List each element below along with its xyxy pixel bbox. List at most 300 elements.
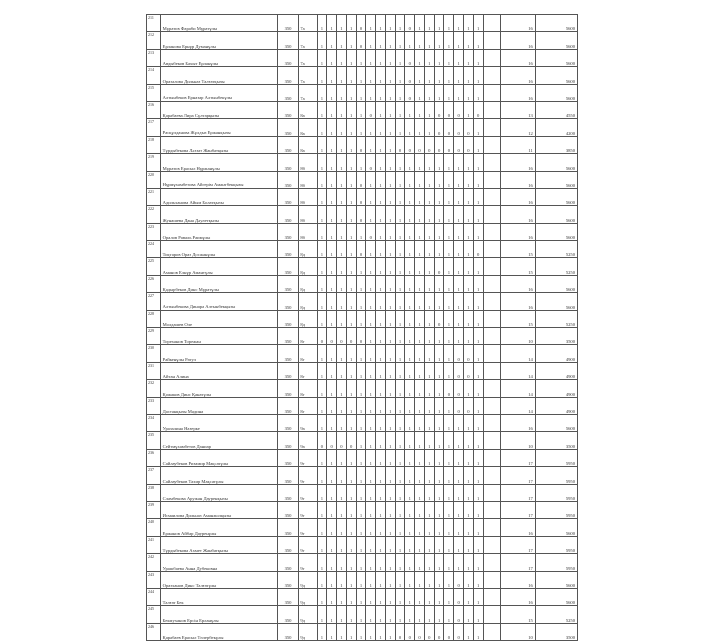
fee-cell: 350 [277,536,299,553]
attendance-mark-cell: 1 [376,501,386,518]
attendance-mark-cell: 0 [405,623,415,640]
attendance-mark-cell: 0 [337,432,347,449]
attendance-mark-cell: 1 [346,49,356,66]
student-name-cell: Тұрдыбекова Ахмет Жанбатқызы [160,536,277,553]
attendance-mark-cell: 1 [317,519,327,536]
attendance-mark-cell: 1 [444,206,454,223]
attendance-mark-cell: 1 [327,554,337,571]
attendance-mark-cell: 1 [464,84,474,101]
attendance-mark-cell: 1 [376,397,386,414]
attendance-mark-cell: 1 [385,606,395,623]
attendance-mark-cell: 1 [317,171,327,188]
attendance-mark-cell: 1 [337,67,347,84]
student-name-cell: Мұратов Ерасыл Нұржанұлы [160,154,277,171]
attendance-mark-cell: 1 [405,101,415,118]
attendance-mark-cell: 1 [366,67,376,84]
attendance-mark-cell: 1 [385,328,395,345]
amount-cell: 5250 [535,606,577,623]
total-days-cell: 16 [500,171,535,188]
attendance-mark-cell: 1 [424,501,434,518]
table-row [147,15,578,32]
row-number-cell: 246 [147,623,161,640]
row-number-cell: 232 [147,380,161,397]
attendance-mark-cell: 1 [444,536,454,553]
attendance-mark-cell: 1 [366,571,376,588]
attendance-mark-cell: 1 [415,380,425,397]
attendance-mark-cell: 1 [327,362,337,379]
attendance-mark-cell: 1 [376,571,386,588]
attendance-mark-cell: 1 [434,275,444,292]
attendance-mark-cell: 1 [346,501,356,518]
attendance-mark-cell: 1 [434,536,444,553]
attendance-mark-cell: 1 [385,484,395,501]
attendance-mark-cell: 0 [356,136,366,153]
attendance-mark-cell: 1 [385,519,395,536]
attendance-mark-cell: 1 [424,362,434,379]
attendance-mark-cell: 0 [464,345,474,362]
attendance-mark-cell: 1 [346,362,356,379]
attendance-mark-cell: 1 [473,15,483,32]
fee-cell: 350 [277,623,299,640]
attendance-mark-cell: 1 [424,188,434,205]
attendance-mark-cell: 1 [434,501,444,518]
attendance-mark-cell: 1 [395,484,405,501]
attendance-mark-cell: 1 [424,571,434,588]
attendance-mark-cell: 1 [385,414,395,431]
student-name-cell: Авдыбеков Бахыт Ерланұлы [160,49,277,66]
attendance-mark-cell: 1 [454,414,464,431]
attendance-mark-cell: 1 [385,206,395,223]
attendance-mark-cell: 0 [454,606,464,623]
table-row [147,362,578,379]
fee-cell: 350 [277,171,299,188]
blank-cell [483,397,500,414]
attendance-mark-cell: 1 [385,623,395,640]
attendance-mark-cell: 1 [327,501,337,518]
attendance-mark-cell: 1 [405,571,415,588]
attendance-mark-cell: 1 [464,328,474,345]
row-number-cell: 224 [147,241,161,258]
attendance-mark-cell: 1 [337,188,347,205]
table-row [147,258,578,275]
attendance-mark-cell: 0 [454,380,464,397]
blank-cell [483,154,500,171]
attendance-mark-cell: 1 [454,275,464,292]
attendance-mark-cell: 1 [415,328,425,345]
attendance-mark-cell: 1 [405,536,415,553]
attendance-mark-cell: 1 [317,380,327,397]
table-row [147,536,578,553]
attendance-mark-cell: 1 [473,467,483,484]
attendance-mark-cell: 1 [317,536,327,553]
attendance-mark-cell: 1 [346,119,356,136]
row-number-cell: 235 [147,432,161,449]
attendance-mark-cell: 1 [385,449,395,466]
amount-cell: 3500 [535,432,577,449]
table-row [147,171,578,188]
attendance-mark-cell: 1 [337,84,347,101]
class-cell: 7а [299,84,317,101]
amount-cell: 5600 [535,188,577,205]
attendance-mark-cell: 1 [395,67,405,84]
attendance-mark-cell: 1 [424,484,434,501]
fee-cell: 350 [277,432,299,449]
attendance-mark-cell: 1 [424,223,434,240]
attendance-mark-cell: 1 [473,171,483,188]
attendance-mark-cell: 1 [434,84,444,101]
attendance-mark-cell: 1 [356,119,366,136]
row-number-cell: 218 [147,136,161,153]
student-name-cell: Молдашев Оле [160,310,277,327]
attendance-mark-cell: 1 [473,67,483,84]
total-days-cell: 14 [500,345,535,362]
attendance-mark-cell: 1 [327,223,337,240]
table-row [147,136,578,153]
blank-cell [483,101,500,118]
attendance-mark-cell: 1 [317,606,327,623]
attendance-mark-cell: 1 [356,571,366,588]
attendance-mark-cell: 1 [424,432,434,449]
row-number-cell: 241 [147,536,161,553]
attendance-mark-cell: 1 [356,519,366,536]
attendance-mark-cell: 0 [356,206,366,223]
attendance-mark-cell: 1 [405,467,415,484]
attendance-mark-cell: 1 [473,328,483,345]
student-name-cell: Нұрмұхамбетова Айгерім Амантбекқызы [160,171,277,188]
attendance-mark-cell: 1 [346,15,356,32]
attendance-mark-cell: 1 [317,15,327,32]
student-name-cell: Айтан Алина [160,362,277,379]
attendance-mark-cell: 1 [464,554,474,571]
attendance-mark-cell: 1 [473,136,483,153]
table-row [147,414,578,431]
attendance-mark-cell: 1 [464,32,474,49]
attendance-mark-cell: 1 [415,606,425,623]
amount-cell: 5600 [535,414,577,431]
blank-cell [483,554,500,571]
class-cell: 8д [299,275,317,292]
attendance-mark-cell: 1 [434,432,444,449]
attendance-mark-cell: 1 [376,32,386,49]
attendance-mark-cell: 1 [454,258,464,275]
class-cell: 8г [299,362,317,379]
attendance-mark-cell: 1 [346,84,356,101]
blank-cell [483,223,500,240]
attendance-mark-cell: 1 [405,588,415,605]
attendance-mark-cell: 1 [376,15,386,32]
fee-cell: 350 [277,136,299,153]
attendance-mark-cell: 1 [424,32,434,49]
attendance-mark-cell: 0 [434,623,444,640]
attendance-mark-cell: 1 [376,484,386,501]
student-name-cell: Сейтмұхамбетов Даниар [160,432,277,449]
attendance-mark-cell: 1 [454,328,464,345]
attendance-mark-cell: 1 [454,484,464,501]
total-days-cell: 16 [500,571,535,588]
student-name-cell: Сламбекова Аружан Дауренқызы [160,484,277,501]
attendance-mark-cell: 1 [434,188,444,205]
attendance-mark-cell: 1 [434,206,444,223]
blank-cell [483,345,500,362]
attendance-mark-cell: 1 [424,380,434,397]
attendance-mark-cell: 1 [337,101,347,118]
attendance-mark-cell: 1 [395,467,405,484]
row-number-cell: 228 [147,310,161,327]
student-name-cell: Бекмуханов Ерсін Ерланұлы [160,606,277,623]
attendance-mark-cell: 1 [317,188,327,205]
attendance-mark-cell: 0 [366,101,376,118]
attendance-mark-cell: 1 [424,554,434,571]
attendance-mark-cell: 1 [444,223,454,240]
attendance-mark-cell: 1 [337,397,347,414]
attendance-mark-cell: 1 [376,188,386,205]
attendance-mark-cell: 1 [317,67,327,84]
attendance-mark-cell: 1 [444,188,454,205]
attendance-mark-cell: 1 [464,571,474,588]
attendance-mark-cell: 1 [327,101,337,118]
attendance-mark-cell: 1 [337,241,347,258]
attendance-mark-cell: 1 [385,310,395,327]
attendance-mark-cell: 1 [415,275,425,292]
attendance-mark-cell: 1 [415,101,425,118]
row-number-cell: 236 [147,449,161,466]
attendance-mark-cell: 1 [444,275,454,292]
class-cell: 9г [299,467,317,484]
attendance-mark-cell: 1 [385,101,395,118]
attendance-mark-cell: 1 [356,275,366,292]
total-days-cell: 16 [500,206,535,223]
attendance-mark-cell: 1 [337,136,347,153]
attendance-mark-cell: 1 [473,84,483,101]
attendance-mark-cell: 1 [415,519,425,536]
attendance-mark-cell: 1 [405,154,415,171]
attendance-mark-cell: 1 [415,588,425,605]
attendance-mark-cell: 1 [327,380,337,397]
attendance-mark-cell: 1 [385,571,395,588]
attendance-mark-cell: 1 [346,380,356,397]
attendance-mark-cell: 1 [337,32,347,49]
amount-cell: 4900 [535,345,577,362]
attendance-mark-cell: 1 [327,310,337,327]
fee-cell: 350 [277,67,299,84]
attendance-mark-cell: 1 [424,588,434,605]
blank-cell [483,84,500,101]
attendance-mark-cell: 0 [434,119,444,136]
attendance-mark-cell: 1 [385,293,395,310]
attendance-mark-cell: 1 [415,84,425,101]
attendance-mark-cell: 1 [337,380,347,397]
attendance-mark-cell: 1 [444,449,454,466]
attendance-mark-cell: 1 [327,32,337,49]
blank-cell [483,206,500,223]
attendance-mark-cell: 1 [415,310,425,327]
row-number-cell: 225 [147,258,161,275]
attendance-mark-cell: 1 [444,154,454,171]
attendance-mark-cell: 1 [327,258,337,275]
table-row [147,484,578,501]
attendance-mark-cell: 1 [405,501,415,518]
attendance-mark-cell: 1 [415,362,425,379]
blank-cell [483,328,500,345]
fee-cell: 350 [277,554,299,571]
student-name-cell: Қарабаев Ерасыл Төлербекұлы [160,623,277,640]
attendance-mark-cell: 1 [454,536,464,553]
attendance-mark-cell: 0 [327,328,337,345]
attendance-mark-cell: 1 [317,501,327,518]
attendance-mark-cell: 1 [405,414,415,431]
attendance-mark-cell: 1 [464,623,474,640]
blank-cell [483,414,500,431]
total-days-cell: 16 [500,67,535,84]
attendance-mark-cell: 1 [346,136,356,153]
attendance-mark-cell: 1 [317,310,327,327]
attendance-mark-cell: 1 [444,362,454,379]
total-days-cell: 16 [500,84,535,101]
row-number-cell: 243 [147,571,161,588]
attendance-mark-cell: 1 [366,536,376,553]
attendance-mark-cell: 1 [464,188,474,205]
attendance-mark-cell: 1 [424,15,434,32]
attendance-mark-cell: 1 [405,345,415,362]
fee-cell: 350 [277,223,299,240]
attendance-mark-cell: 1 [376,241,386,258]
attendance-mark-cell: 1 [376,432,386,449]
class-cell: 9г [299,519,317,536]
total-days-cell: 15 [500,258,535,275]
attendance-mark-cell: 1 [415,241,425,258]
attendance-mark-cell: 1 [366,32,376,49]
attendance-mark-cell: 1 [337,15,347,32]
attendance-mark-cell: 1 [366,623,376,640]
attendance-mark-cell: 1 [317,484,327,501]
row-number-cell: 239 [147,501,161,518]
row-number-cell: 245 [147,606,161,623]
attendance-mark-cell: 0 [366,223,376,240]
attendance-mark-cell: 1 [464,206,474,223]
student-name-cell: Тоқтаров Ораз Досжанұлы [160,241,277,258]
attendance-mark-cell: 1 [317,467,327,484]
attendance-mark-cell: 1 [327,15,337,32]
attendance-mark-cell: 1 [464,15,474,32]
class-cell: 8д [299,258,317,275]
total-days-cell: 16 [500,223,535,240]
attendance-mark-cell: 1 [473,32,483,49]
row-number-cell: 237 [147,467,161,484]
attendance-mark-cell: 1 [415,171,425,188]
attendance-mark-cell: 1 [346,519,356,536]
class-cell: 9д [299,588,317,605]
attendance-mark-cell: 1 [454,449,464,466]
blank-cell [483,536,500,553]
attendance-mark-cell: 1 [317,554,327,571]
attendance-mark-cell: 1 [415,15,425,32]
attendance-mark-cell: 1 [337,154,347,171]
attendance-mark-cell: 1 [337,223,347,240]
fee-cell: 350 [277,49,299,66]
attendance-mark-cell: 1 [424,119,434,136]
student-name-cell: Райкенұлы Ратул [160,345,277,362]
blank-cell [483,519,500,536]
attendance-mark-cell: 1 [395,188,405,205]
attendance-mark-cell: 1 [327,519,337,536]
attendance-mark-cell: 1 [337,362,347,379]
student-name-cell: Ержанов Айбар Дауренұлы [160,519,277,536]
attendance-mark-cell: 1 [473,606,483,623]
row-number-cell: 220 [147,171,161,188]
attendance-mark-cell: 0 [395,136,405,153]
attendance-mark-cell: 1 [473,588,483,605]
amount-cell: 5600 [535,15,577,32]
attendance-mark-cell: 1 [415,32,425,49]
row-number-cell: 229 [147,328,161,345]
table-row [147,588,578,605]
fee-cell: 350 [277,571,299,588]
attendance-mark-cell: 1 [337,345,347,362]
attendance-mark-cell: 1 [424,345,434,362]
attendance-mark-cell: 1 [356,223,366,240]
attendance-mark-cell: 1 [395,328,405,345]
attendance-mark-cell: 1 [337,275,347,292]
class-cell: 7а [299,32,317,49]
attendance-mark-cell: 1 [395,241,405,258]
class-cell: 8д [299,241,317,258]
attendance-mark-cell: 1 [346,275,356,292]
student-name-cell: Адильханова Айым Болатқызы [160,188,277,205]
attendance-mark-cell: 1 [356,432,366,449]
attendance-mark-cell: 1 [473,397,483,414]
attendance-mark-cell: 1 [356,449,366,466]
attendance-mark-cell: 1 [376,536,386,553]
row-number-cell: 221 [147,188,161,205]
total-days-cell: 10 [500,623,535,640]
attendance-mark-cell: 1 [346,101,356,118]
attendance-mark-cell: 1 [434,15,444,32]
attendance-mark-cell: 1 [346,188,356,205]
attendance-mark-cell: 1 [327,467,337,484]
attendance-mark-cell: 1 [376,275,386,292]
attendance-mark-cell: 1 [376,606,386,623]
attendance-mark-cell: 1 [327,119,337,136]
attendance-mark-cell: 1 [356,554,366,571]
attendance-mark-cell: 1 [385,84,395,101]
row-number-cell: 223 [147,223,161,240]
row-number-cell: 233 [147,397,161,414]
attendance-mark-cell: 1 [434,171,444,188]
amount-cell: 3850 [535,136,577,153]
attendance-mark-cell: 1 [444,467,454,484]
attendance-mark-cell: 0 [405,49,415,66]
attendance-mark-cell: 1 [376,588,386,605]
attendance-mark-cell: 1 [444,241,454,258]
attendance-mark-cell: 1 [376,345,386,362]
student-name-cell: Расқұлданова Жұлдыз Ержанқызы [160,119,277,136]
fee-cell: 350 [277,328,299,345]
attendance-mark-cell: 1 [444,328,454,345]
attendance-mark-cell: 1 [464,154,474,171]
table-row [147,275,578,292]
attendance-mark-cell: 1 [464,432,474,449]
attendance-mark-cell: 1 [473,275,483,292]
row-number-cell: 230 [147,345,161,362]
attendance-mark-cell: 1 [434,67,444,84]
attendance-mark-cell: 0 [473,101,483,118]
table-row [147,188,578,205]
attendance-mark-cell: 1 [395,571,405,588]
attendance-mark-cell: 1 [346,293,356,310]
attendance-mark-cell: 1 [337,467,347,484]
attendance-mark-cell: 1 [376,258,386,275]
amount-cell: 4900 [535,397,577,414]
